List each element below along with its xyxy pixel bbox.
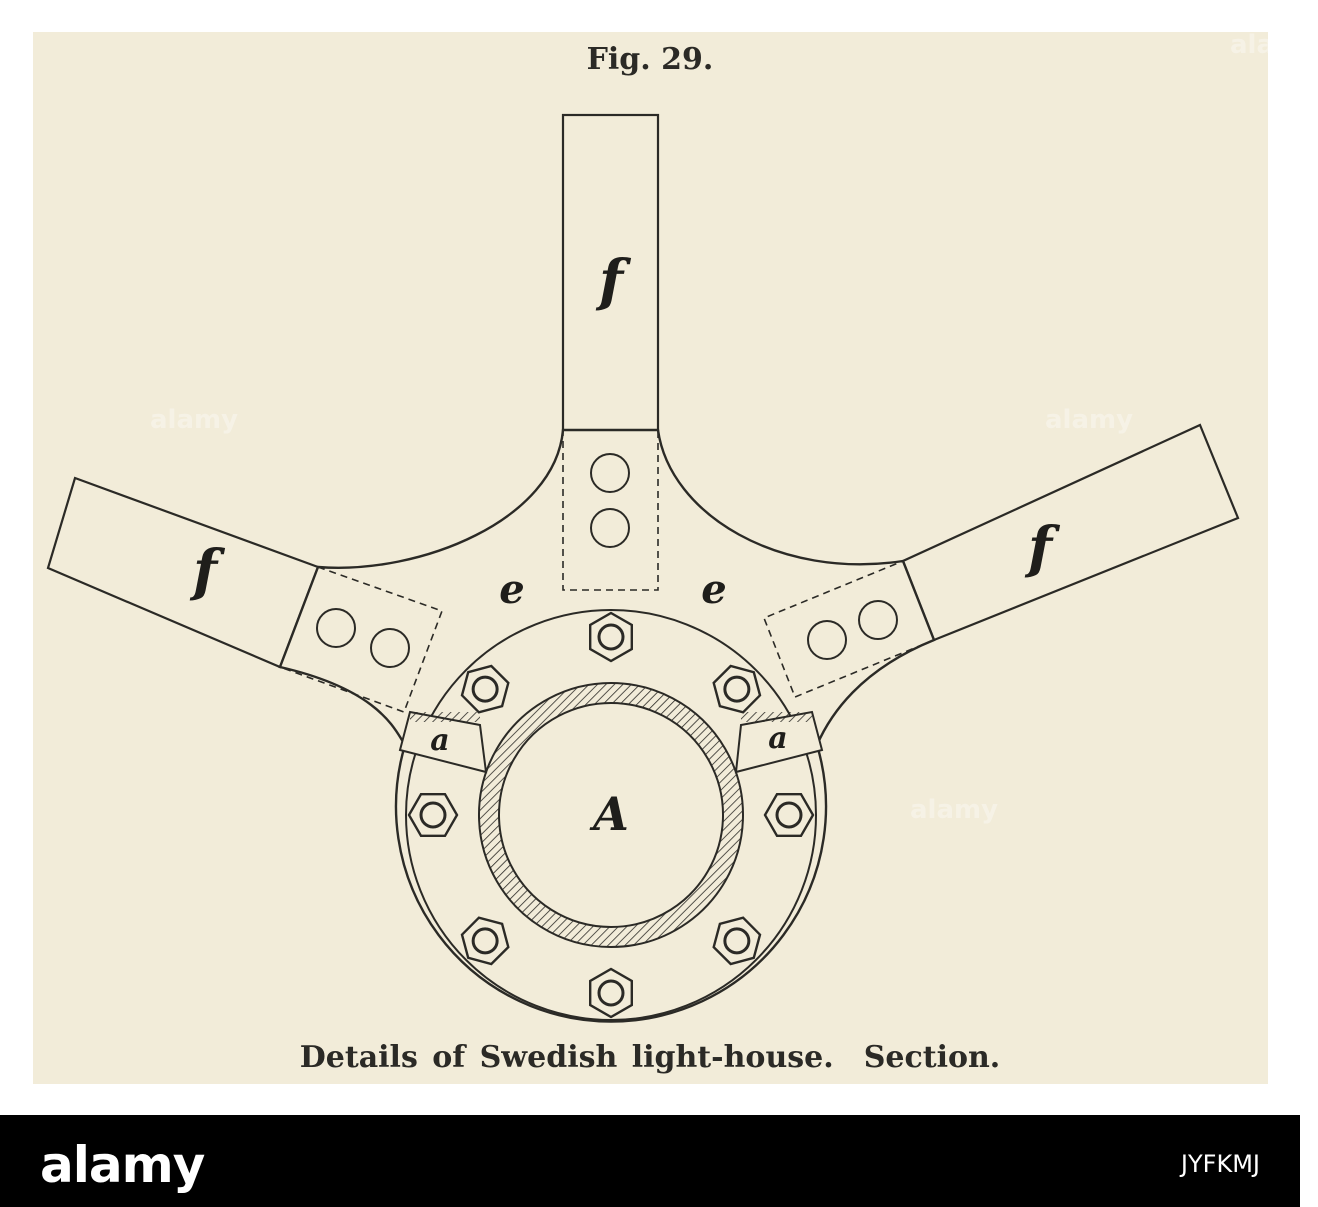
caption-section: Section.	[863, 1040, 1001, 1075]
stock-image-id: JYFKMJ	[1180, 1150, 1260, 1178]
hex-nut	[765, 794, 813, 836]
watermark: alamy	[910, 795, 999, 825]
label-top-arm: f	[598, 248, 624, 314]
watermark: alamy	[150, 405, 239, 435]
label-left-web: e	[499, 566, 525, 613]
hex-nut	[590, 613, 632, 661]
hex-nut	[409, 794, 457, 836]
caption-main: Details of Swedish light-house.	[299, 1040, 834, 1075]
watermark: alamy	[1230, 30, 1318, 60]
hex-nut	[590, 969, 632, 1017]
label-left-wedge: a	[430, 723, 450, 758]
figure-title: Fig. 29.	[586, 42, 714, 77]
right-arm	[903, 425, 1238, 640]
figure-caption	[0, 1040, 1300, 1075]
alamy-logo: alamy	[40, 1136, 205, 1194]
watermark: alamy	[1045, 405, 1134, 435]
label-right-web: e	[701, 566, 727, 613]
label-left-arm: f	[192, 538, 218, 604]
label-right-arm: f	[1027, 515, 1053, 581]
left-arm	[48, 478, 318, 667]
label-center-tube: A	[593, 787, 629, 841]
label-right-wedge: a	[768, 721, 788, 756]
